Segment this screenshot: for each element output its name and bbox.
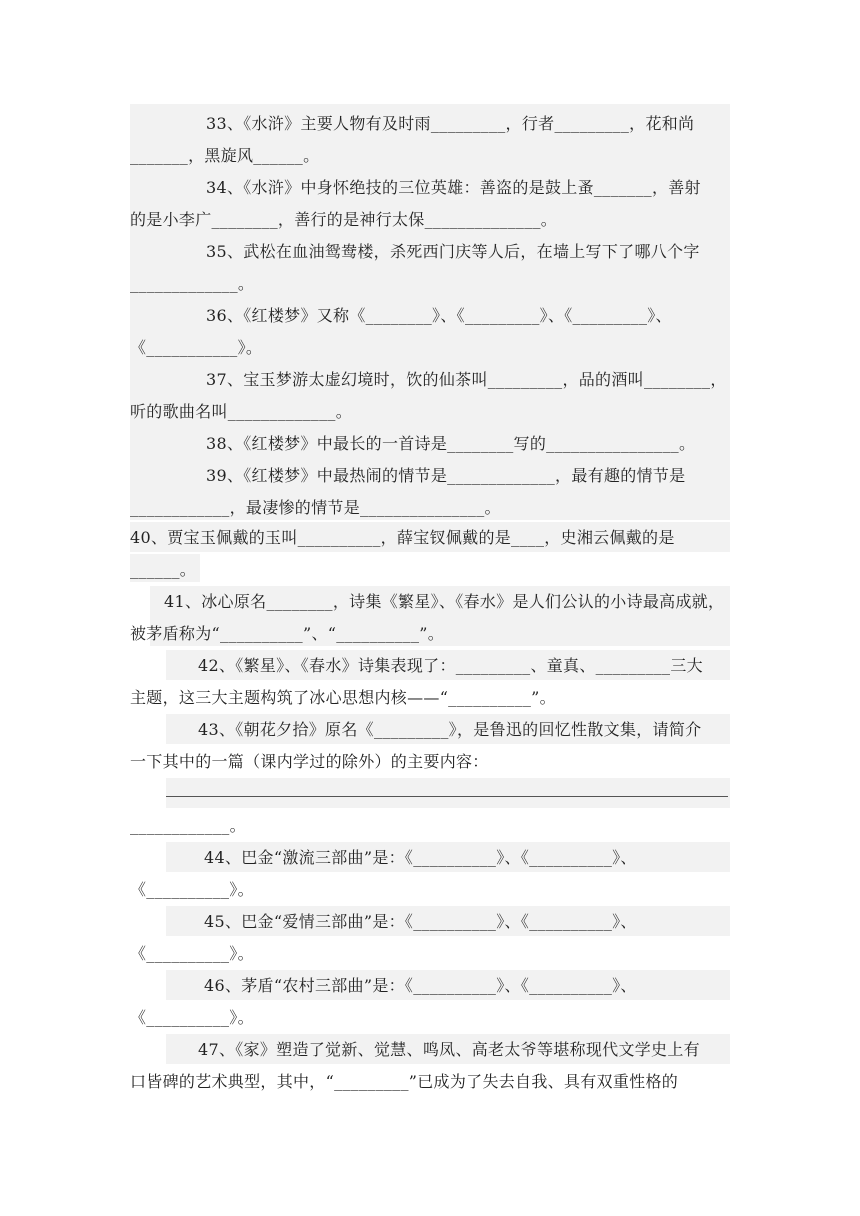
- q40-line2: ______。: [130, 560, 197, 579]
- q42-line2: 主题，这三大主题构筑了冰心思想内核——“__________”。: [130, 688, 556, 707]
- q34-line1: 34、《水浒》中身怀绝技的三位英雄：善盗的是鼓上蚤_______，善射: [206, 178, 701, 197]
- q38-line1: 38、《红楼梦》中最长的一首诗是________写的________________。: [206, 434, 696, 453]
- q37-line2: 听的歌曲名叫_____________。: [130, 402, 352, 421]
- q44-line2: 《__________》。: [130, 880, 254, 899]
- q43-line3: ____________。: [130, 816, 246, 835]
- q33-line2: _______，黑旋风______。: [130, 146, 320, 165]
- q46-line1: 46、茅盾“农村三部曲”是：《__________》、《__________》、: [204, 976, 637, 995]
- q41-line2: 被茅盾称为“__________”、“__________”。: [130, 624, 445, 643]
- q40-line1: 40、贾宝玉佩戴的玉叫__________，薛宝钗佩戴的是____，史湘云佩戴的是: [130, 528, 675, 547]
- q44-line1: 44、巴金“激流三部曲”是：《__________》、《__________》、: [204, 848, 637, 867]
- q43-line1: 43、《朝花夕拾》原名《_________》，是鲁迅的回忆性散文集，请简介: [198, 720, 702, 739]
- q35-line2: _____________。: [130, 274, 255, 293]
- q35-line1: 35、武松在血油鸳鸯楼，杀死西门庆等人后，在墙上写下了哪八个字: [206, 242, 700, 261]
- q36-line2: 《___________》。: [130, 338, 263, 357]
- q45-line2: 《__________》。: [130, 944, 254, 963]
- q34-line2: 的是小李广________，善行的是神行太保______________。: [130, 210, 558, 229]
- q43-line2: 一下其中的一篇（课内学过的除外）的主要内容：: [130, 752, 489, 771]
- q39-line2: ____________，最凄惨的情节是_______________。: [130, 498, 501, 517]
- q39-line1: 39、《红楼梦》中最热闹的情节是_____________，最有趣的情节是: [206, 466, 686, 485]
- q47-line2: 口皆碑的艺术典型，其中，“_________”已成为了失去自我、具有双重性格的: [130, 1072, 679, 1091]
- q47-line1: 47、《家》塑造了觉新、觉慧、鸣凤、高老太爷等堪称现代文学史上有: [198, 1040, 700, 1059]
- q42-line1: 42、《繁星》、《春水》诗集表现了：_________、童真、_________三大: [198, 656, 703, 675]
- q41-line1: 41、冰心原名________，诗集《繁星》、《春水》是人们公认的小诗最高成就，: [164, 592, 725, 611]
- q37-line1: 37、宝玉梦游太虚幻境时，饮的仙茶叫_________，品的酒叫________，: [206, 370, 727, 389]
- q46-line2: 《__________》。: [130, 1008, 254, 1027]
- q33-line1: 33、《水浒》主要人物有及时雨_________，行者_________，花和尚: [206, 114, 695, 133]
- q45-line1: 45、巴金“爱情三部曲”是：《__________》、《__________》、: [204, 912, 637, 931]
- highlight-43b: [166, 778, 730, 808]
- q43-answer-rule[interactable]: [166, 796, 728, 797]
- q36-line1: 36、《红楼梦》又称《________》、《_________》、《_________》、: [206, 306, 672, 325]
